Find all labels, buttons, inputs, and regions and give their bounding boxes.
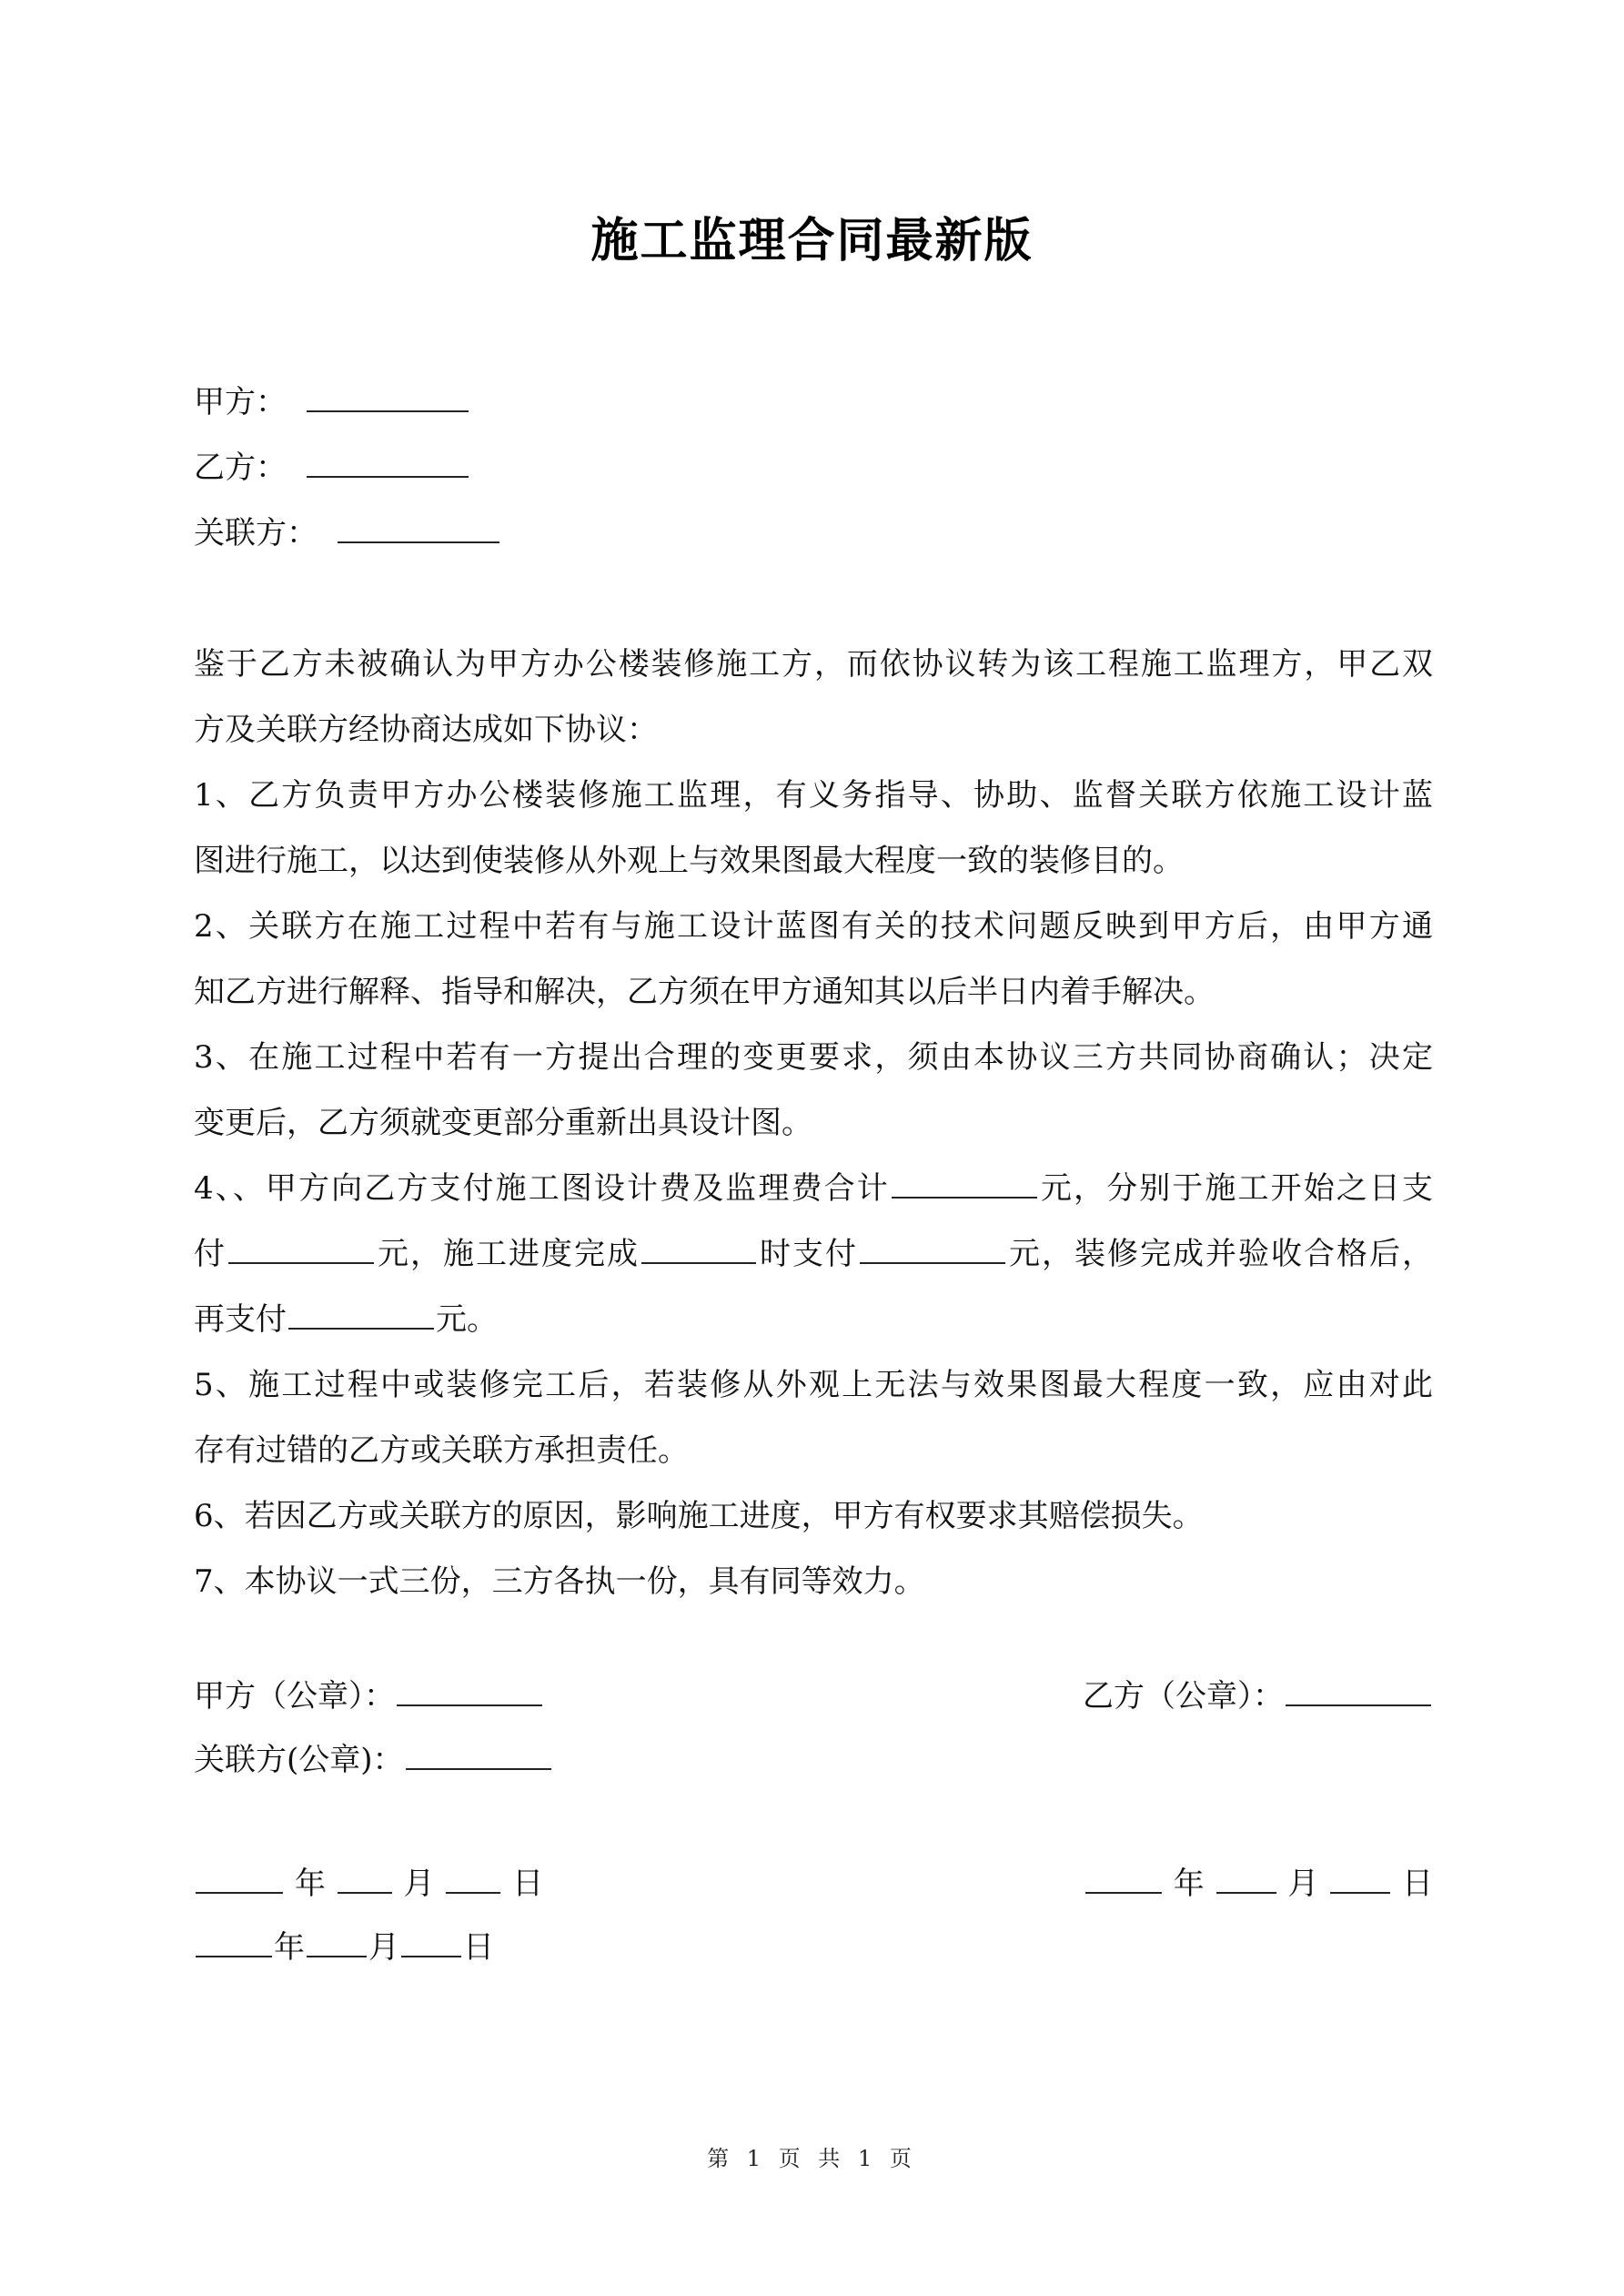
related-seal-label: 关联方(公章)： (194, 1742, 404, 1778)
clause-2-line-1: 2、关联方在施工过程中若有与施工设计蓝图有关的技术问题反映到甲方后，由甲方通 (194, 908, 1433, 945)
related-party-label: 关联方： (194, 515, 318, 551)
party-b-seal-blank[interactable] (1286, 1677, 1431, 1706)
party-a-row (194, 382, 1433, 422)
clause-1-line-1: 1、乙方负责甲方办公楼装修施工监理，有义务指导、协助、监督关联方依施工设计蓝 (194, 777, 1433, 814)
party-a-seal-blank[interactable] (397, 1677, 542, 1706)
year-blank[interactable] (196, 1928, 272, 1957)
day-blank[interactable] (401, 1928, 461, 1957)
clause-3-line-1: 3、在施工过程中若有一方提出合理的变更要求，须由本协议三方共同协商确认；决定 (194, 1039, 1433, 1076)
progress-blank[interactable] (641, 1235, 756, 1264)
month-blank[interactable] (1216, 1865, 1276, 1894)
total-fee-blank[interactable] (892, 1169, 1037, 1199)
clause-3-line-2: 变更后，乙方须就变更部分重新出具设计图。 (194, 1105, 812, 1141)
page-number: 第 1 页 共 1 页 (707, 2146, 917, 2171)
month-label: 月 (368, 1929, 399, 1966)
clause-4-text: 时支付 (758, 1236, 858, 1272)
clause-4-text: 元，分别于施工开始之日支 (1038, 1170, 1433, 1207)
clause-4-text: 4、、甲方向乙方支付施工图设计费及监理费合计 (194, 1170, 890, 1207)
preamble-line-1: 鉴于乙方未被确认为甲方办公楼装修施工方，而依协议转为该工程施工监理方，甲乙双 (194, 646, 1433, 683)
progress-payment-blank[interactable] (860, 1235, 1005, 1264)
preamble-line-2: 方及关联方经协商达成如下协议： (194, 712, 658, 748)
party-b-seal-label: 乙方（公章）： (1083, 1678, 1284, 1714)
clause-4-line-2 (194, 1234, 1433, 1274)
start-payment-blank[interactable] (228, 1235, 374, 1264)
clause-1-line-2: 图进行施工，以达到使装修从外观上与效果图最大程度一致的装修目的。 (194, 843, 1184, 879)
document-title: 施工监理合同最新版 (590, 214, 1034, 268)
clause-2-line-2: 知乙方进行解释、指导和解决，乙方须在甲方通知其以后半日内着手解决。 (194, 974, 1215, 1010)
party-b-seal-row (1083, 1676, 1433, 1716)
final-payment-blank[interactable] (288, 1300, 434, 1330)
year-label: 年 (1173, 1866, 1205, 1902)
day-blank[interactable] (1330, 1865, 1390, 1894)
party-b-blank[interactable] (307, 449, 469, 478)
related-party-blank[interactable] (338, 514, 499, 543)
day-blank[interactable] (446, 1865, 500, 1894)
day-label: 日 (512, 1866, 544, 1902)
month-blank[interactable] (338, 1865, 392, 1894)
month-label: 月 (403, 1866, 435, 1902)
clause-4-text: 付 (194, 1236, 227, 1272)
related-seal-row (194, 1740, 1433, 1780)
month-blank[interactable] (307, 1928, 367, 1957)
clause-7: 7、本协议一式三份，三方各执一份，具有同等效力。 (194, 1563, 925, 1600)
clause-4-text: 元，施工进度完成 (376, 1236, 640, 1272)
party-a-label: 甲方： (194, 384, 287, 420)
related-party-row (194, 513, 1433, 553)
clause-4-text: 再支付 (194, 1301, 287, 1338)
year-label: 年 (294, 1866, 326, 1902)
clause-5-line-2: 存有过错的乙方或关联方承担责任。 (194, 1432, 689, 1469)
year-blank[interactable] (196, 1865, 283, 1894)
day-label: 日 (1402, 1866, 1433, 1902)
party-a-seal-label: 甲方（公章）： (194, 1678, 395, 1714)
date-row-related (194, 1927, 1433, 1967)
year-label: 年 (274, 1929, 305, 1966)
day-label: 日 (463, 1929, 494, 1966)
clause-4-text: 元，装修完成并验收合格后， (1007, 1236, 1433, 1272)
related-seal-blank[interactable] (406, 1741, 551, 1770)
clause-4-text: 元。 (436, 1301, 498, 1338)
year-blank[interactable] (1085, 1865, 1162, 1894)
clause-5-line-1: 5、施工过程中或装修完工后，若装修从外观上无法与效果图最大程度一致，应由对此 (194, 1367, 1433, 1403)
party-a-blank[interactable] (307, 383, 469, 412)
date-row-b (1084, 1864, 1433, 1904)
party-b-label: 乙方： (194, 450, 287, 486)
clause-6: 6、若因乙方或关联方的原因，影响施工进度，甲方有权要求其赔偿损失。 (194, 1498, 1204, 1534)
party-b-row (194, 448, 1433, 488)
clause-4-line-3 (194, 1300, 1433, 1340)
clause-4-line-1 (194, 1168, 1433, 1209)
month-label: 月 (1287, 1866, 1319, 1902)
